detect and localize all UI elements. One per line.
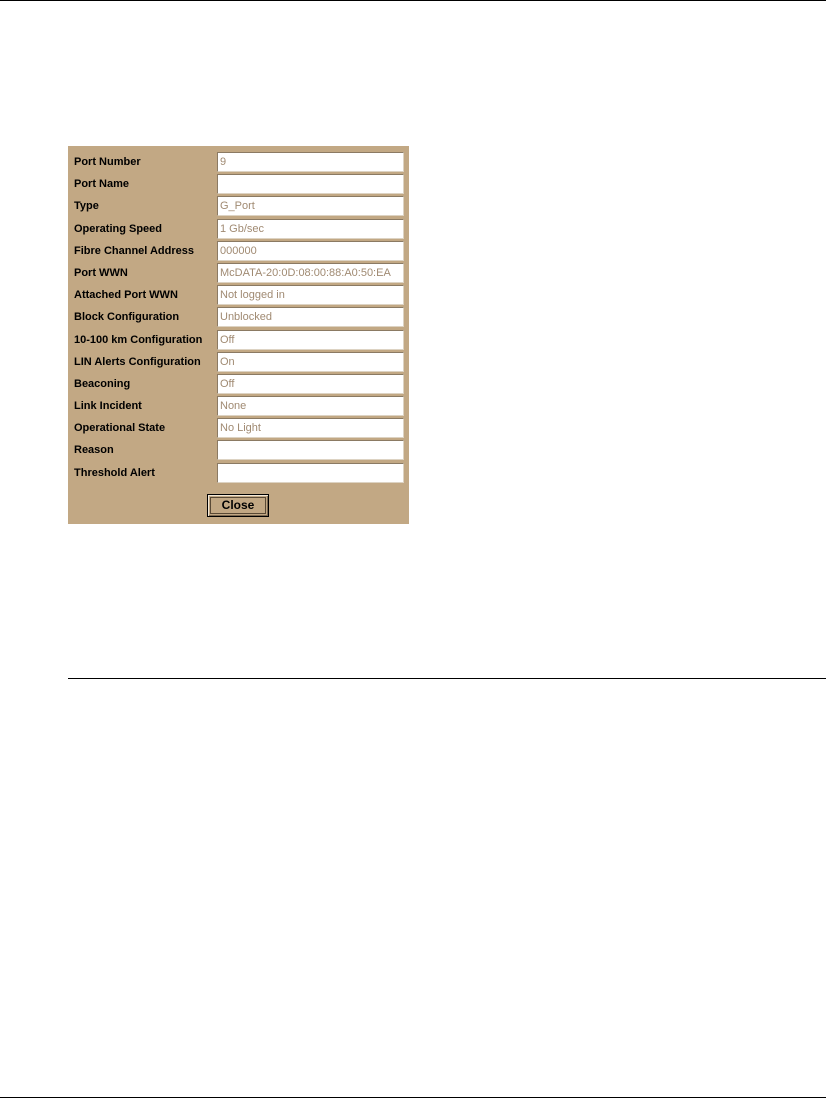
beaconing-label: Beaconing xyxy=(74,378,131,390)
operating-speed-label: Operating Speed xyxy=(74,223,163,235)
port-properties-dialog xyxy=(68,146,409,524)
row-attached-port-wwn xyxy=(68,284,409,306)
port-name-label: Port Name xyxy=(74,178,130,190)
operational-state-field[interactable]: No Light xyxy=(217,418,404,438)
fibre-channel-address-label: Fibre Channel Address xyxy=(74,245,195,257)
row-10-100-km-configuration xyxy=(68,329,409,351)
10-100-km-configuration-field[interactable]: Off xyxy=(217,330,404,350)
bottom-rule xyxy=(0,1097,826,1098)
operating-speed-field[interactable]: 1 Gb/sec xyxy=(217,219,404,239)
section-divider xyxy=(68,678,826,679)
reason-label: Reason xyxy=(74,444,114,456)
port-wwn-label: Port WWN xyxy=(74,267,128,279)
link-incident-field[interactable]: None xyxy=(217,396,404,416)
attached-port-wwn-field[interactable]: Not logged in xyxy=(217,285,404,305)
top-rule xyxy=(0,0,826,1)
row-port-wwn xyxy=(68,262,409,284)
operational-state-label: Operational State xyxy=(74,422,166,434)
row-reason xyxy=(68,439,409,461)
threshold-alert-label: Threshold Alert xyxy=(74,467,155,479)
reason-field[interactable] xyxy=(217,440,404,460)
attached-port-wwn-label: Attached Port WWN xyxy=(74,289,178,301)
lin-alerts-configuration-label: LIN Alerts Configuration xyxy=(74,356,201,368)
row-beaconing xyxy=(68,373,409,395)
beaconing-field[interactable]: Off xyxy=(217,374,404,394)
row-link-incident xyxy=(68,395,409,417)
row-threshold-alert xyxy=(68,462,409,484)
row-operating-speed xyxy=(68,218,409,240)
lin-alerts-configuration-field[interactable]: On xyxy=(217,352,404,372)
port-number-field[interactable]: 9 xyxy=(217,152,404,172)
row-port-name xyxy=(68,173,409,195)
port-number-label: Port Number xyxy=(74,156,141,168)
row-block-configuration xyxy=(68,306,409,328)
row-operational-state xyxy=(68,417,409,439)
close-button[interactable] xyxy=(207,494,269,517)
threshold-alert-field[interactable] xyxy=(217,463,404,483)
block-configuration-field[interactable]: Unblocked xyxy=(217,307,404,327)
port-wwn-field[interactable]: McDATA-20:0D:08:00:88:A0:50:EA xyxy=(217,263,404,283)
type-field[interactable]: G_Port xyxy=(217,196,404,216)
port-name-field[interactable] xyxy=(217,174,404,194)
10-100-km-configuration-label: 10-100 km Configuration xyxy=(74,334,203,346)
row-type xyxy=(68,195,409,217)
link-incident-label: Link Incident xyxy=(74,400,142,412)
block-configuration-label: Block Configuration xyxy=(74,311,180,323)
type-label: Type xyxy=(74,200,99,212)
row-port-number xyxy=(68,151,409,173)
row-fibre-channel-address xyxy=(68,240,409,262)
close-button-label: Close xyxy=(221,498,255,512)
row-lin-alerts-configuration xyxy=(68,351,409,373)
fibre-channel-address-field[interactable]: 000000 xyxy=(217,241,404,261)
